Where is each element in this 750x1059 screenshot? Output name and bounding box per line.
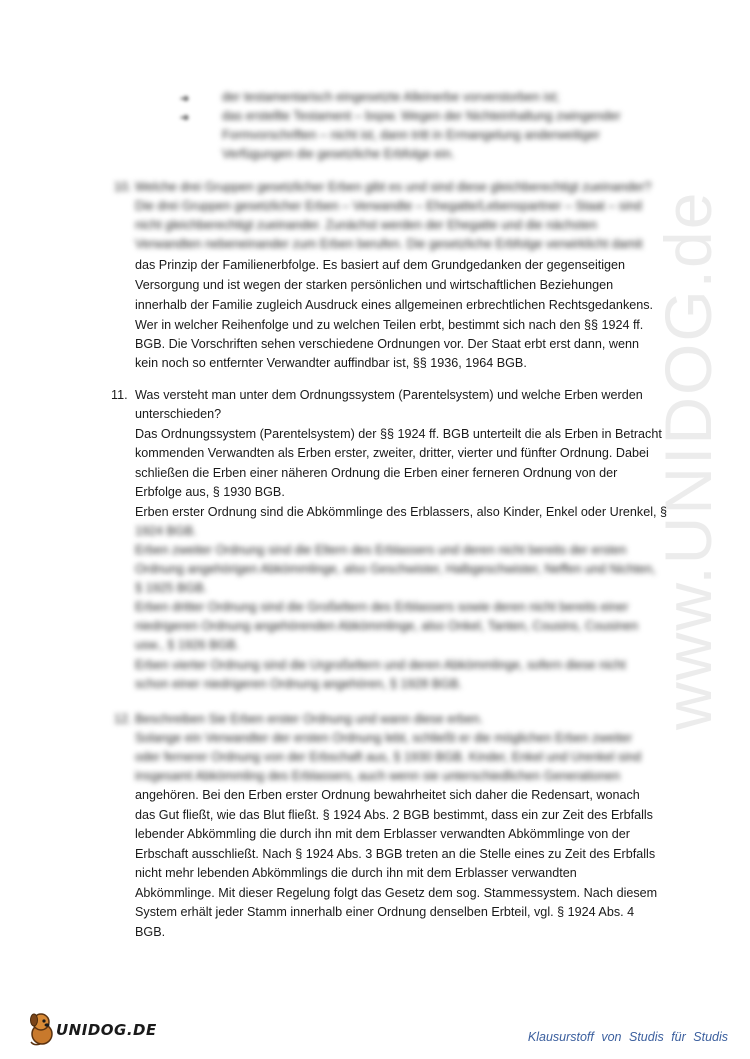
- answer-10-line: BGB. Die Vorschriften sehen verschiedene Ordnungen vor. Der Staat erbt erst dann, wenn: [135, 337, 640, 351]
- answer-12-line: Solange ein Verwandter der ersten Ordnung lebt, schließt er die möglichen Erben zweiter: [135, 731, 633, 745]
- answer-11-line: schließen die Erben einer näheren Ordnung die Erben einer ferneren Ordnung von der: [135, 466, 618, 480]
- answer-11-line: § 1925 BGB.: [135, 581, 208, 595]
- answer-11-line: Erben zweiter Ordnung sind die Eltern des Erblassers und deren nicht bereits der ersten: [135, 543, 627, 557]
- answer-12-line: System erhält jeder Stamm innerhalb einer Ordnung denselben Erbteil, vgl. § 1924 Abs. 4: [135, 905, 635, 919]
- answer-10-line: das Prinzip der Familienerbfolge. Es basiert auf dem Grundgedanken der gegenseitigen: [135, 258, 626, 272]
- logo-text: UNIDOG.DE: [56, 1021, 157, 1039]
- question-number: 12.: [114, 712, 132, 726]
- answer-12-line: BGB.: [135, 925, 166, 939]
- answer-11-line: Erben erster Ordnung sind die Abkömmlinge des Erblassers, also Kinder, Enkel oder Urenkel, §: [135, 505, 668, 519]
- watermark: www.UNIDOG.de: [651, 190, 725, 730]
- answer-12-line: Abkömmlinge. Mit dieser Regelung folgt das Gesetz dem sog. Stammessystem. Nach diesem: [135, 886, 658, 900]
- answer-11-line: schon einer niedrigeren Ordnung angehören, § 1928 BGB.: [135, 677, 462, 691]
- bullet-line: Formvorschriften – nicht ist, dann tritt in Ermangelung anderweitiger: [222, 128, 600, 142]
- footer-tagline: Klausurstoff von Studis für Studis: [527, 1030, 728, 1044]
- answer-11-line: niedrigeren Ordnung angehörenden Abkömmlinge, also Onkel, Tanten, Cousins, Cousinen: [135, 619, 639, 633]
- answer-10-line: Versorgung und ist wegen der starken persönlichen und wirtschaftlichen Beziehungen: [135, 278, 614, 292]
- answer-12-line: nicht mehr lebenden Abkömmlings die durch ihn mit dem Erblasser verwandten: [135, 866, 577, 880]
- answer-11-line: usw., § 1926 BGB.: [135, 638, 240, 652]
- question-10-line: Die drei Gruppen gesetzlicher Erben – Verwandte – Ehegatte/Lebenspartner – Staat – sind: [135, 199, 642, 213]
- question-11-line: unterschieden?: [135, 407, 222, 421]
- question-10-line: Welche drei Gruppen gesetzlicher Erben gibt es und sind diese gleichberechtigt zueinander?: [135, 180, 652, 194]
- answer-11-line: Erbfolge aus, § 1930 BGB.: [135, 485, 285, 499]
- answer-11-line: Ordnung angehörigen Abkömmlinge, also Geschwister, Halbgeschwister, Neffen und Nichten,: [135, 562, 656, 576]
- answer-11-line: Das Ordnungssystem (Parentelsystem) der §§ 1924 ff. BGB unterteilt die als Erben in Betracht: [135, 427, 662, 441]
- question-10-line: nicht gleichberechtigt zueinander. Zunächst werden der Ehegatte und die nächsten: [135, 218, 598, 232]
- answer-12-line: Erbschaft ausschließt. Nach § 1924 Abs. 3 BGB treten an die Stelle eines zu Zeit des Erbfalls: [135, 847, 656, 861]
- answer-11-line: Erben vierter Ordnung sind die Urgroßeltern und deren Abkömmlinge, sofern diese nicht: [135, 658, 626, 672]
- answer-12-line: oder fernerer Ordnung von der Erbschaft aus, § 1930 BGB. Kinder, Enkel und Urenkel sind: [135, 750, 642, 764]
- unidog-logo: [26, 1010, 156, 1050]
- answer-12-line: das Gut fließt, wie das Blut fließt. § 1924 Abs. 2 BGB bestimmt, dass ein zur Zeit des Erbfalls: [135, 808, 653, 822]
- question-number: 10.: [114, 180, 132, 194]
- question-number: 11.: [111, 388, 128, 402]
- answer-11-line: Erben dritter Ordnung sind die Großeltern des Erblassers sowie deren nicht bereits einer: [135, 600, 629, 614]
- answer-11-line: kommenden Verwandten als Erben erster, zweiter, dritter, vierter und fünfter Ordnung. Dabei: [135, 446, 649, 460]
- answer-12-line: insgesamt Abkömmling des Erblassers, auch wenn sie unterschiedlichen Generationen: [135, 769, 621, 783]
- answer-12-line: angehören. Bei den Erben erster Ordnung bewahrheitet sich daher die Redensart, wonach: [135, 788, 640, 802]
- bullet-line: der testamentarisch eingesetzte Alleinerbe vorverstorben ist;: [222, 90, 560, 104]
- dog-icon: [26, 1010, 60, 1048]
- answer-12-line: lebender Abkömmling die durch ihn mit dem Erblasser verwandten Abkömmlinge von der: [135, 827, 630, 841]
- question-10-line: Verwandten nebeneinander zum Erben berufen. Die gesetzliche Erbfolge verwirklicht damit: [135, 237, 643, 251]
- answer-10-line: Wer in welcher Reihenfolge und zu welchen Teilen erbt, bestimmt sich nach den §§ 1924 ff.: [135, 318, 644, 332]
- bullet-line: Verfügungen die gesetzliche Erbfolge ein.: [222, 147, 455, 161]
- question-12-line: Beschreiben Sie Erben erster Ordnung und wann diese erben.: [135, 712, 483, 726]
- bullet-arrow-icon: ➔: [180, 112, 190, 124]
- answer-10-line: kein noch so entfernter Verwandter auffindbar ist, §§ 1936, 1964 BGB.: [135, 356, 527, 370]
- answer-11-line: 1924 BGB.: [135, 524, 197, 538]
- bullet-line: das erstellte Testament – bspw. Wegen der Nichteinhaltung zwingender: [222, 109, 621, 123]
- question-11-line: Was versteht man unter dem Ordnungssystem (Parentelsystem) und welche Erben werden: [135, 388, 643, 402]
- answer-10-line: innerhalb der Familie zugleich Ausdruck eines allgemeinen erbrechtlichen Rechtsgedankens.: [135, 298, 654, 312]
- bullet-arrow-icon: ➔: [180, 93, 190, 105]
